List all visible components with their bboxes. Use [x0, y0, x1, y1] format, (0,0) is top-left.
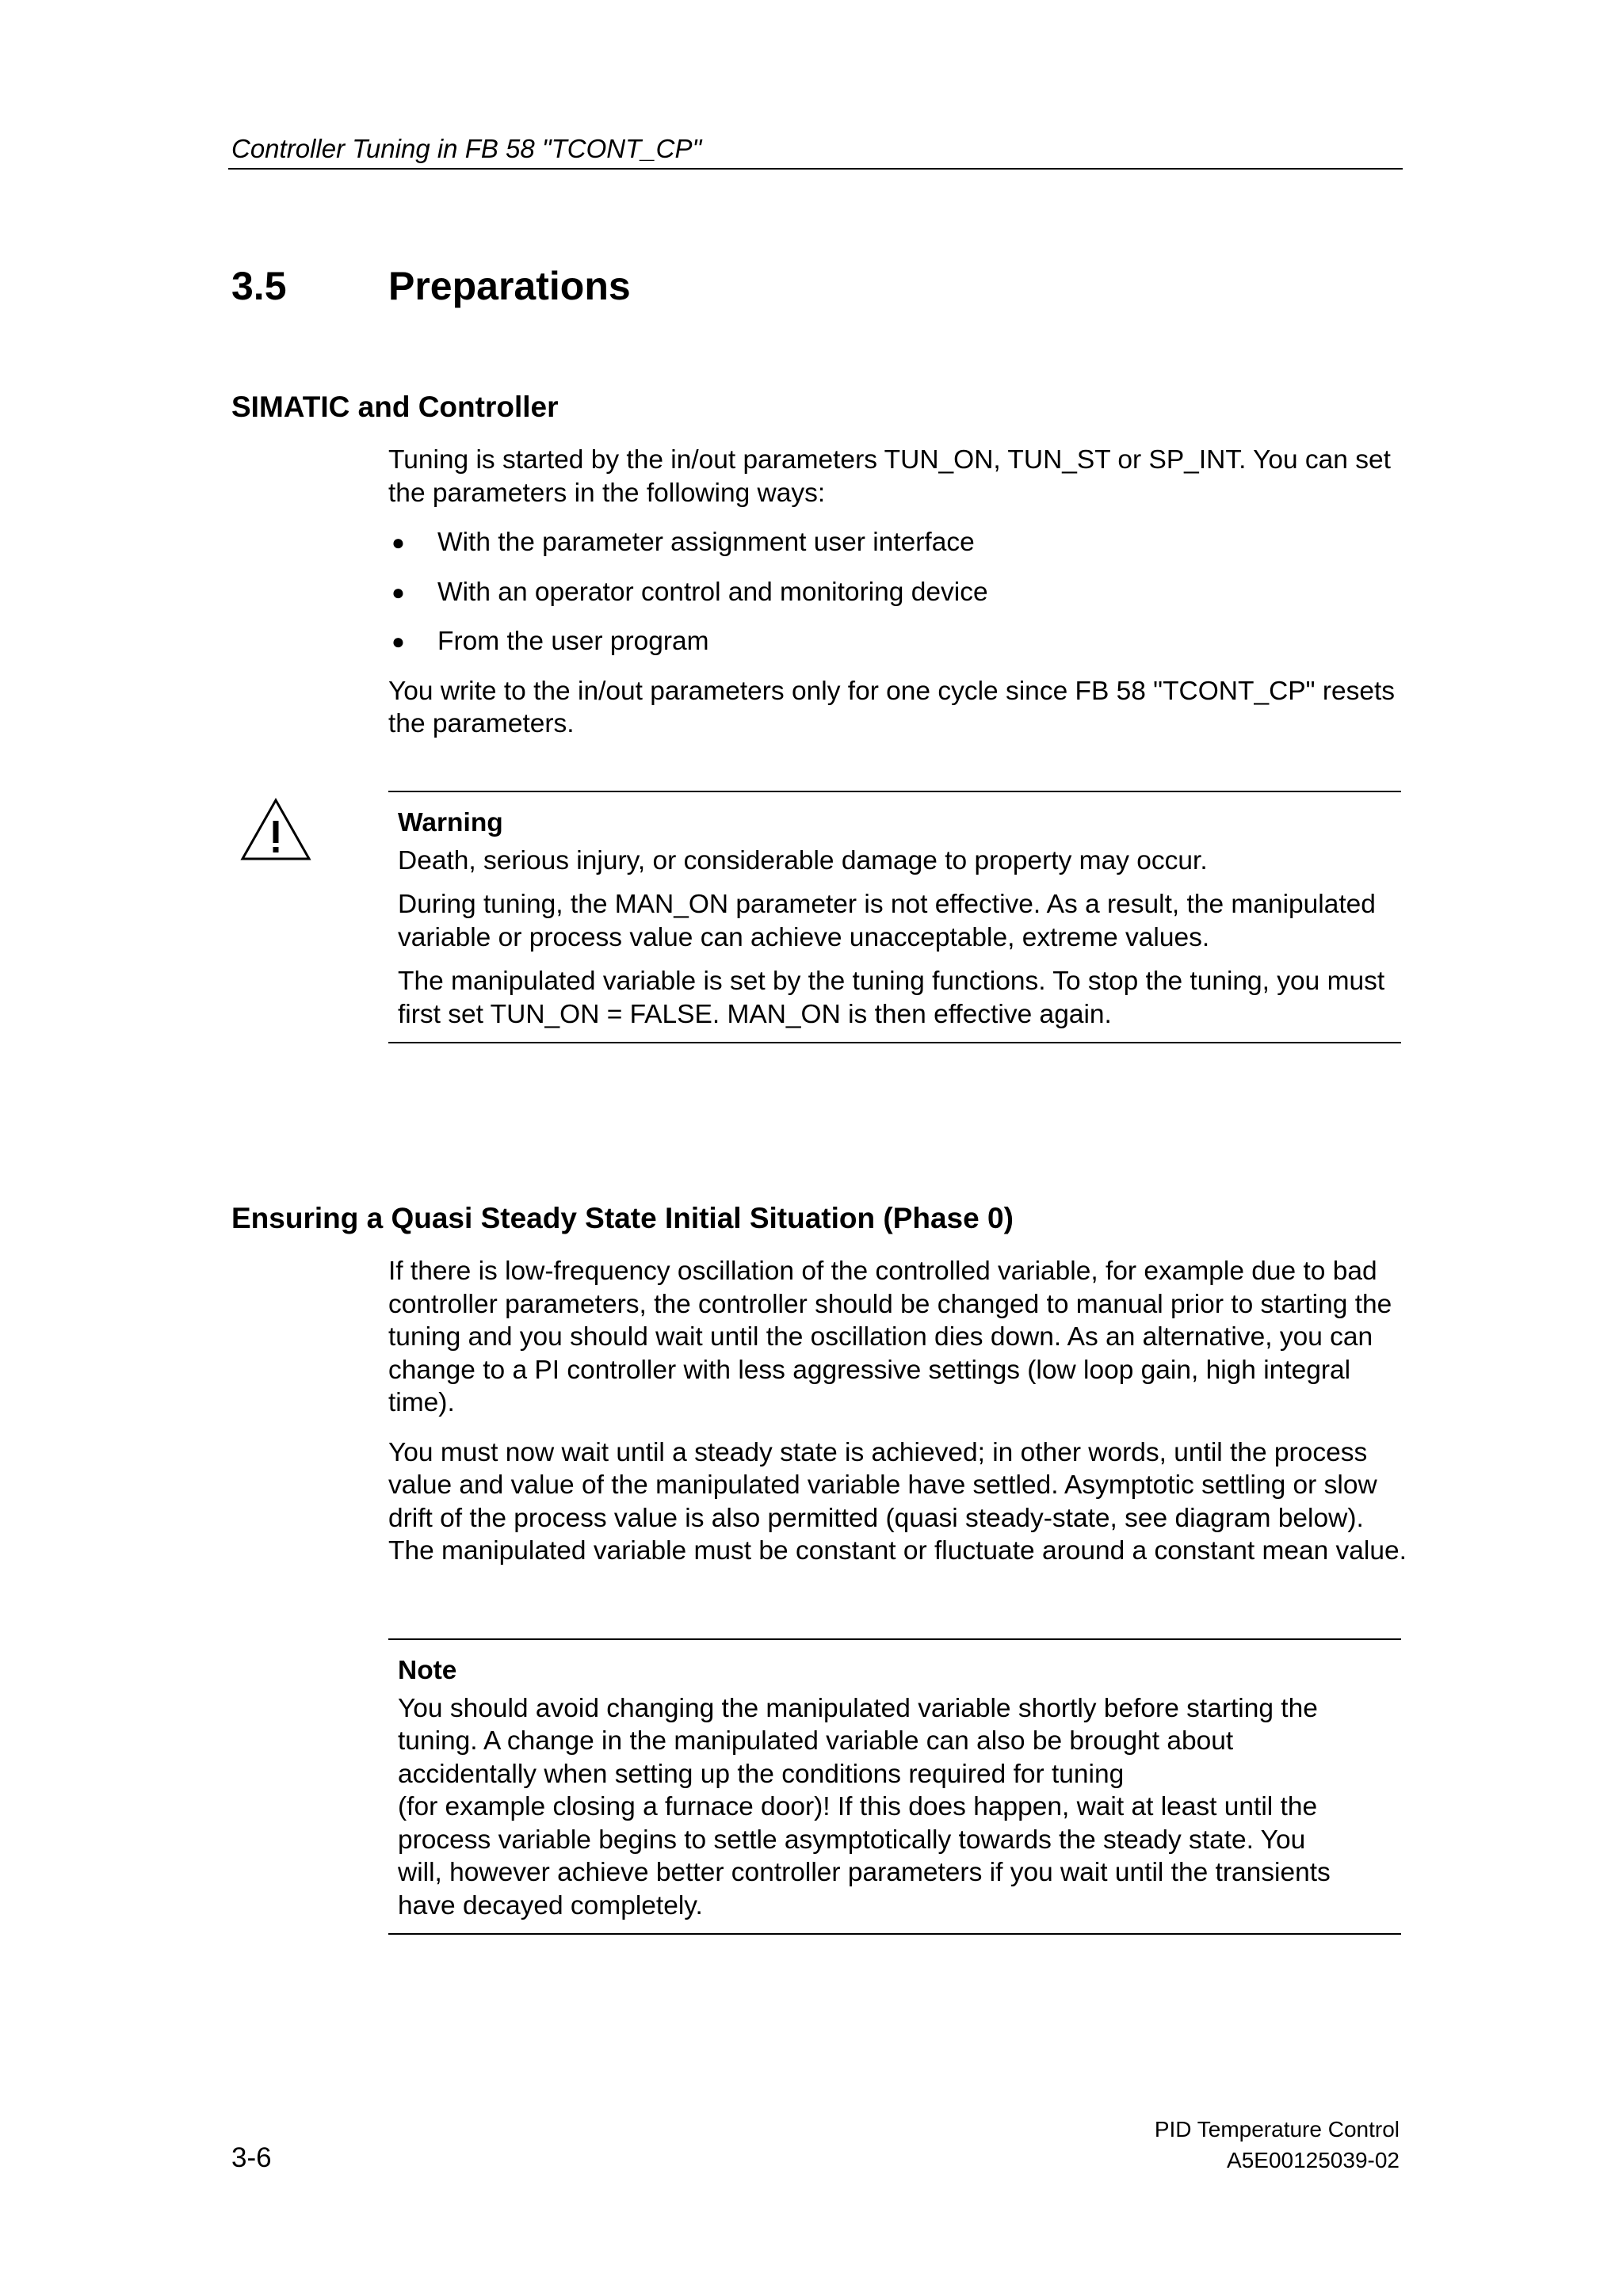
simatic-intro: Tuning is started by the in/out parameters TUN_ON, TUN_ST or SP_INT. You can set the parameters in the following ways: — [388, 445, 1391, 508]
warning-line: During tuning, the MAN_ON parameter is not effective. As a result, the manipulated variable or process value can achieve unacceptable, extreme values. — [398, 890, 1376, 952]
running-header: Controller Tuning in FB 58 "TCONT_CP" — [231, 134, 702, 163]
simatic-body — [388, 444, 1411, 757]
bullet-icon: ● — [391, 579, 405, 605]
warning-line: The manipulated variable is set by the tuning functions. To stop the tuning, you must first set TUN_ON = FALSE. MAN_ON is then effective again. — [398, 967, 1385, 1029]
note-text — [398, 1692, 1401, 1923]
page-number: 3-6 — [231, 2142, 272, 2173]
note-line: (for example closing a furnace door)! If this does happen, wait at least until the — [398, 1792, 1318, 1821]
note-line: process variable begins to settle asymptotically towards the steady state. You — [398, 1825, 1306, 1855]
bullet-icon: ● — [391, 530, 405, 555]
phase0-paragraph: If there is low-frequency oscillation of the controlled variable, for example due to bad controller parameters, the controller should be changed to manual prior to starting the tuning and you should wait until the oscillation dies down. As an alternative, you can change to a PI controller with less aggressive settings (low loop gain, high integral time). — [388, 1257, 1392, 1417]
note-line: have decayed completely. — [398, 1890, 703, 1920]
note-callout — [388, 1638, 1401, 1935]
note-line: tuning. A change in the manipulated variable can also be brought about — [398, 1726, 1234, 1756]
list-item: ● With an operator control and monitoring device — [388, 576, 1411, 609]
list-item: ● From the user program — [388, 625, 1411, 658]
list-item: ● With the parameter assignment user interface — [388, 526, 1411, 559]
bullet-icon: ● — [391, 629, 405, 654]
phase0-heading: Ensuring a Quasi Steady State Initial Situation (Phase 0) — [231, 1202, 1014, 1234]
warning-triangle-icon — [239, 797, 312, 862]
doc-title: PID Temperature Control — [1154, 2117, 1400, 2142]
section-title — [231, 260, 631, 312]
footer-doc-info — [1155, 2114, 1400, 2176]
note-label: Note — [398, 1656, 457, 1685]
simatic-closing: You write to the in/out parameters only for one cycle since FB 58 "TCONT_CP" resets the parameters. — [388, 676, 1396, 738]
simatic-bullet-list — [388, 526, 1411, 658]
section-title-text: Preparations — [388, 264, 631, 308]
warning-callout — [388, 791, 1401, 1043]
simatic-heading: SIMATIC and Controller — [231, 391, 559, 423]
warning-label: Warning — [398, 808, 503, 837]
note-line: You should avoid changing the manipulated variable shortly before starting the — [398, 1693, 1318, 1723]
header-rule — [228, 168, 1403, 170]
phase0-paragraph: You must now wait until a steady state is achieved; in other words, until the process value and value of the manipulated variable have settled. Asymptotic settling or slow drift of the process value is also permitted (quasi steady-state, see diagram below). The manipulated variable must be constant or fluctuate around a constant mean value. — [388, 1437, 1407, 1566]
note-line: will, however achieve better controller parameters if you wait until the transients — [398, 1858, 1331, 1887]
section-number: 3.5 — [231, 264, 287, 308]
phase0-body — [388, 1255, 1411, 1585]
doc-id: A5E00125039-02 — [1227, 2148, 1400, 2172]
note-line: accidentally when setting up the conditions required for tuning — [398, 1759, 1125, 1789]
warning-line: Death, serious injury, or considerable damage to property may occur. — [398, 845, 1208, 875]
